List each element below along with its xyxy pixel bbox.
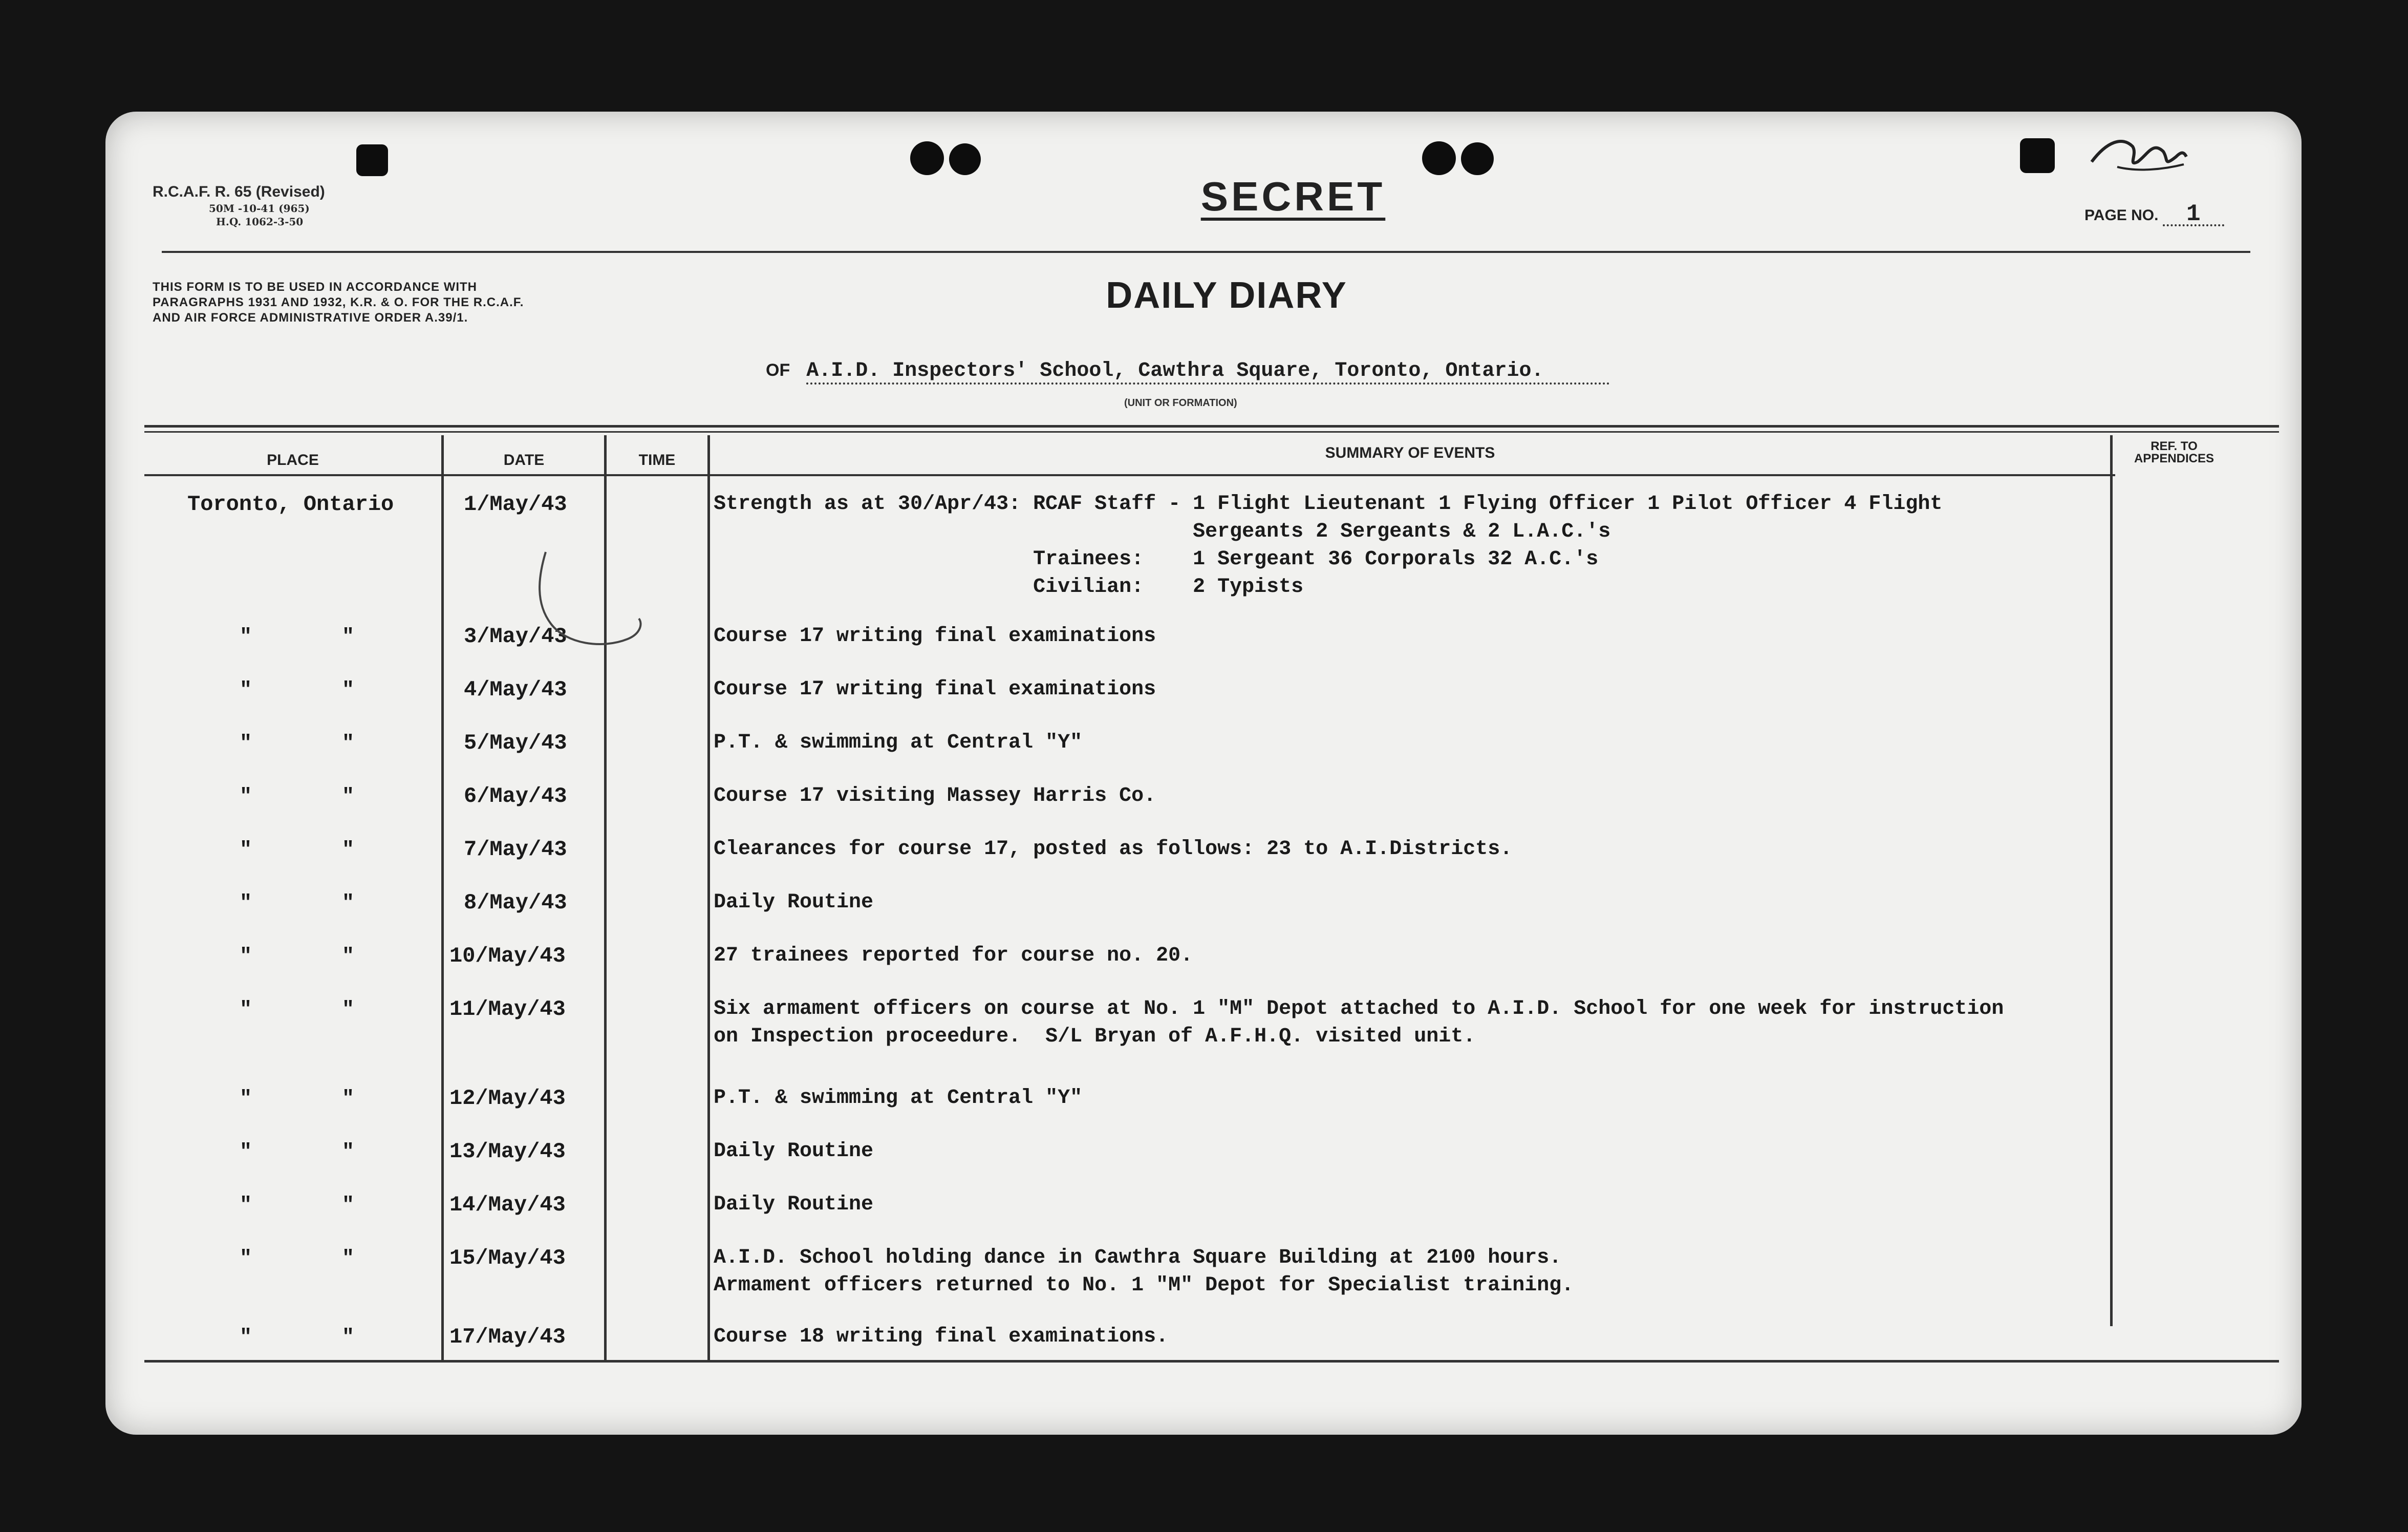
entry-summary-line: Course 17 writing final examinations: [714, 678, 1156, 701]
page-title: DAILY DIARY: [1106, 275, 1347, 316]
unit-value: A.I.D. Inspectors' School, Cawthra Square, Toronto, Ontario.: [806, 359, 1610, 385]
entry-summary-line: P.T. & swimming at Central "Y": [714, 731, 1083, 754]
ditto-mark: ": [342, 1194, 355, 1217]
unit-label: (UNIT OR FORMATION): [1124, 397, 1237, 409]
ditto-mark: ": [240, 732, 252, 755]
entry-summary-line: A.I.D. School holding dance in Cawthra Square Building at 2100 hours.: [714, 1246, 1562, 1269]
entry-summary-line: Civilian: 2 Typists: [714, 576, 1304, 599]
form-code-line2: 50M -10-41 (965): [209, 202, 310, 215]
entry-summary-line: Sergeants 2 Sergeants & 2 L.A.C.'s: [714, 520, 1611, 543]
page-number-label: PAGE NO.: [2084, 207, 2159, 224]
entry-date: 6/May/43: [464, 784, 567, 808]
ditto-mark: ": [342, 785, 355, 808]
entry-date: 10/May/43: [449, 944, 566, 968]
entry-summary-line: Trainees: 1 Sergeant 36 Corporals 32 A.C.'s: [714, 548, 1599, 571]
of-label: OF: [766, 360, 790, 380]
entry-date: 4/May/43: [464, 677, 567, 702]
ditto-mark: ": [342, 679, 355, 702]
pencil-mark: [520, 547, 653, 670]
diary-sheet: [105, 112, 2302, 1435]
column-header-summary: SUMMARY OF EVENTS: [1325, 444, 1495, 461]
column-divider: [441, 435, 444, 1360]
ditto-mark: ": [240, 1194, 252, 1217]
column-header-place: PLACE: [267, 452, 319, 469]
ditto-mark: ": [342, 892, 355, 915]
entry-summary-line: Course 17 writing final examinations: [714, 625, 1156, 648]
ditto-mark: ": [240, 626, 252, 649]
ditto-mark: ": [342, 1326, 355, 1349]
ditto-mark: ": [342, 839, 355, 862]
entry-summary-line: Daily Routine: [714, 1140, 874, 1163]
ditto-mark: ": [240, 1088, 252, 1111]
table-top-rule: [144, 425, 2279, 428]
ditto-mark: ": [240, 1141, 252, 1164]
page-number-field: [2084, 201, 2224, 227]
entry-summary-line: Strength as at 30/Apr/43: RCAF Staff - 1 Flight Lieutenant 1 Flying Officer 1 Pilot Officer 4 Flight: [714, 493, 1943, 516]
ditto-mark: ": [342, 1088, 355, 1111]
ditto-mark: ": [342, 1247, 355, 1270]
ditto-mark: ": [342, 626, 355, 649]
classification-stamp: SECRET: [1200, 174, 1386, 219]
column-header-date: DATE: [503, 452, 545, 469]
ditto-mark: ": [240, 892, 252, 915]
entry-summary-line: 27 trainees reported for course no. 20.: [714, 944, 1193, 967]
entry-date: 14/May/43: [449, 1193, 566, 1217]
punch-hole: [356, 144, 388, 176]
column-header-rule: [144, 474, 2115, 476]
column-divider: [707, 435, 710, 1360]
punch-hole: [949, 143, 981, 175]
ditto-mark: ": [342, 732, 355, 755]
entry-summary-line: Armament officers returned to No. 1 "M" Depot for Specialist training.: [714, 1274, 1574, 1297]
punch-hole: [910, 141, 944, 175]
punch-hole: [1422, 141, 1456, 175]
entry-summary-line: Clearances for course 17, posted as follows: 23 to A.I.Districts.: [714, 838, 1513, 861]
handwritten-mark: [2087, 131, 2189, 177]
entry-date: 12/May/43: [449, 1086, 566, 1111]
form-code-line3: H.Q. 1062-3-50: [216, 216, 304, 228]
entry-summary-line: Course 18 writing final examinations.: [714, 1325, 1169, 1348]
entry-summary-line: Six armament officers on course at No. 1 "M" Depot attached to A.I.D. School for one week for instruction: [714, 997, 2004, 1020]
ditto-mark: ": [240, 785, 252, 808]
form-code: [153, 182, 325, 228]
entry-date: 5/May/43: [464, 731, 567, 755]
entry-date: 7/May/43: [464, 837, 567, 862]
ditto-mark: ": [240, 998, 252, 1022]
ditto-mark: ": [240, 1326, 252, 1349]
ditto-mark: ": [342, 1141, 355, 1164]
punch-hole: [1461, 142, 1494, 175]
entry-date: 3/May/43: [464, 624, 567, 649]
entry-date: 1/May/43: [464, 492, 567, 517]
unit-line: [766, 359, 1610, 385]
entry-summary-line: P.T. & swimming at Central "Y": [714, 1087, 1083, 1110]
table-top-rule: [144, 431, 2279, 433]
ditto-mark: ": [240, 679, 252, 702]
entry-date: 15/May/43: [449, 1246, 566, 1270]
entry-date: 13/May/43: [449, 1139, 566, 1164]
column-divider: [2110, 435, 2113, 1326]
ditto-mark: ": [240, 839, 252, 862]
ditto-mark: ": [240, 1247, 252, 1270]
punch-hole: [2020, 138, 2055, 173]
ditto-mark: ": [342, 998, 355, 1022]
entry-date: 17/May/43: [449, 1325, 566, 1349]
entry-place: Toronto, Ontario: [187, 492, 394, 517]
table-bottom-rule: [144, 1360, 2279, 1363]
column-header-ref: REF. TO APPENDICES: [2134, 439, 2214, 465]
form-instruction: THIS FORM IS TO BE USED IN ACCORDANCE WITH PARAGRAPHS 1931 AND 1932, K.R. & O. FOR THE R.C.A.F. AND AIR FORCE ADMINISTRATIVE ORDER A.39/1.: [153, 280, 524, 325]
entry-summary-line: Course 17 visiting Massey Harris Co.: [714, 784, 1156, 807]
column-header-time: TIME: [638, 452, 676, 469]
ditto-mark: ": [342, 945, 355, 968]
entry-summary-line: Daily Routine: [714, 1193, 874, 1216]
entry-summary-line: on Inspection proceedure. S/L Bryan of A.F.H.Q. visited unit.: [714, 1025, 1476, 1048]
header-rule: [162, 251, 2250, 253]
page-number-value: 1: [2163, 204, 2224, 226]
entry-date: 11/May/43: [449, 997, 566, 1022]
entry-summary-line: Daily Routine: [714, 891, 874, 914]
ditto-mark: ": [240, 945, 252, 968]
form-code-line1: R.C.A.F. R. 65 (Revised): [153, 183, 325, 200]
entry-date: 8/May/43: [464, 890, 567, 915]
